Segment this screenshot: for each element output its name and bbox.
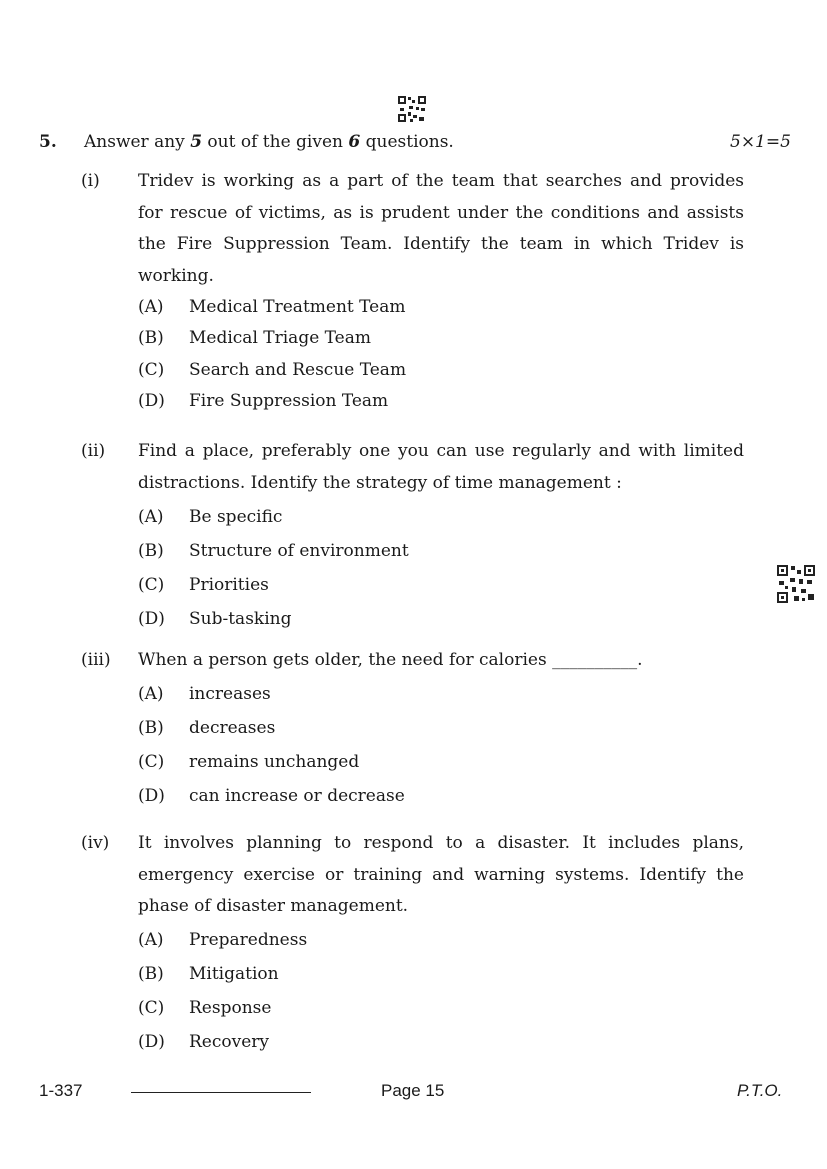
question-marks: 5×1=5 xyxy=(730,132,791,152)
option-item[interactable]: (A) Be specific xyxy=(138,507,283,527)
sub-question-number: (iii) xyxy=(81,650,111,670)
sub-question-text: Tridev is working as a part of the team that searches and provides for rescue of victims, as is prudent under the conditions and assists the Fire Suppression Team. Identify the team in which Tridev is working. xyxy=(138,171,744,286)
option-item[interactable]: (C) Response xyxy=(138,998,272,1018)
option-item[interactable]: (D) can increase or decrease xyxy=(138,786,405,806)
qr-code-side xyxy=(777,565,815,603)
option-item[interactable]: (A) Preparedness xyxy=(138,930,308,950)
question-instruction: Answer any 5 out of the given 6 questions. xyxy=(84,132,454,152)
sub-question-text: When a person gets older, the need for calories __________. xyxy=(138,650,643,670)
option-item[interactable]: (C) remains unchanged xyxy=(138,752,360,772)
option-item[interactable]: (B) Structure of environment xyxy=(138,541,409,561)
option-list xyxy=(138,930,538,1060)
option-item[interactable]: (D) Sub-tasking xyxy=(138,609,292,629)
page-number: Page 15 xyxy=(381,1081,445,1100)
option-item[interactable]: (C) Priorities xyxy=(138,575,269,595)
option-item[interactable]: (B) decreases xyxy=(138,718,276,738)
footer-rule xyxy=(131,1092,311,1093)
option-list xyxy=(138,297,538,427)
paper-code: 1-337 xyxy=(39,1081,83,1100)
option-item[interactable]: (D) Fire Suppression Team xyxy=(138,391,389,411)
option-item[interactable]: (B) Mitigation xyxy=(138,964,279,984)
option-list xyxy=(138,684,538,814)
sub-question-text: Find a place, preferably one you can use regularly and with limited distractions. Identify the strategy of time management : xyxy=(138,441,744,493)
sub-question-text: It involves planning to respond to a disaster. It includes plans, emergency exercise or training and warning systems. Identify the phase of disaster management. xyxy=(138,833,744,916)
option-item[interactable]: (D) Recovery xyxy=(138,1032,270,1052)
option-list xyxy=(138,507,538,637)
pto-label: P.T.O. xyxy=(737,1081,783,1100)
option-item[interactable]: (B) Medical Triage Team xyxy=(138,328,372,348)
option-item[interactable]: (C) Search and Rescue Team xyxy=(138,360,407,380)
sub-question-number: (iv) xyxy=(81,833,110,853)
qr-code-top xyxy=(398,96,426,122)
option-item[interactable]: (A) increases xyxy=(138,684,271,704)
sub-question-number: (ii) xyxy=(81,441,106,461)
sub-question-number: (i) xyxy=(81,171,100,191)
option-item[interactable]: (A) Medical Treatment Team xyxy=(138,297,406,317)
question-number: 5. xyxy=(39,132,57,152)
